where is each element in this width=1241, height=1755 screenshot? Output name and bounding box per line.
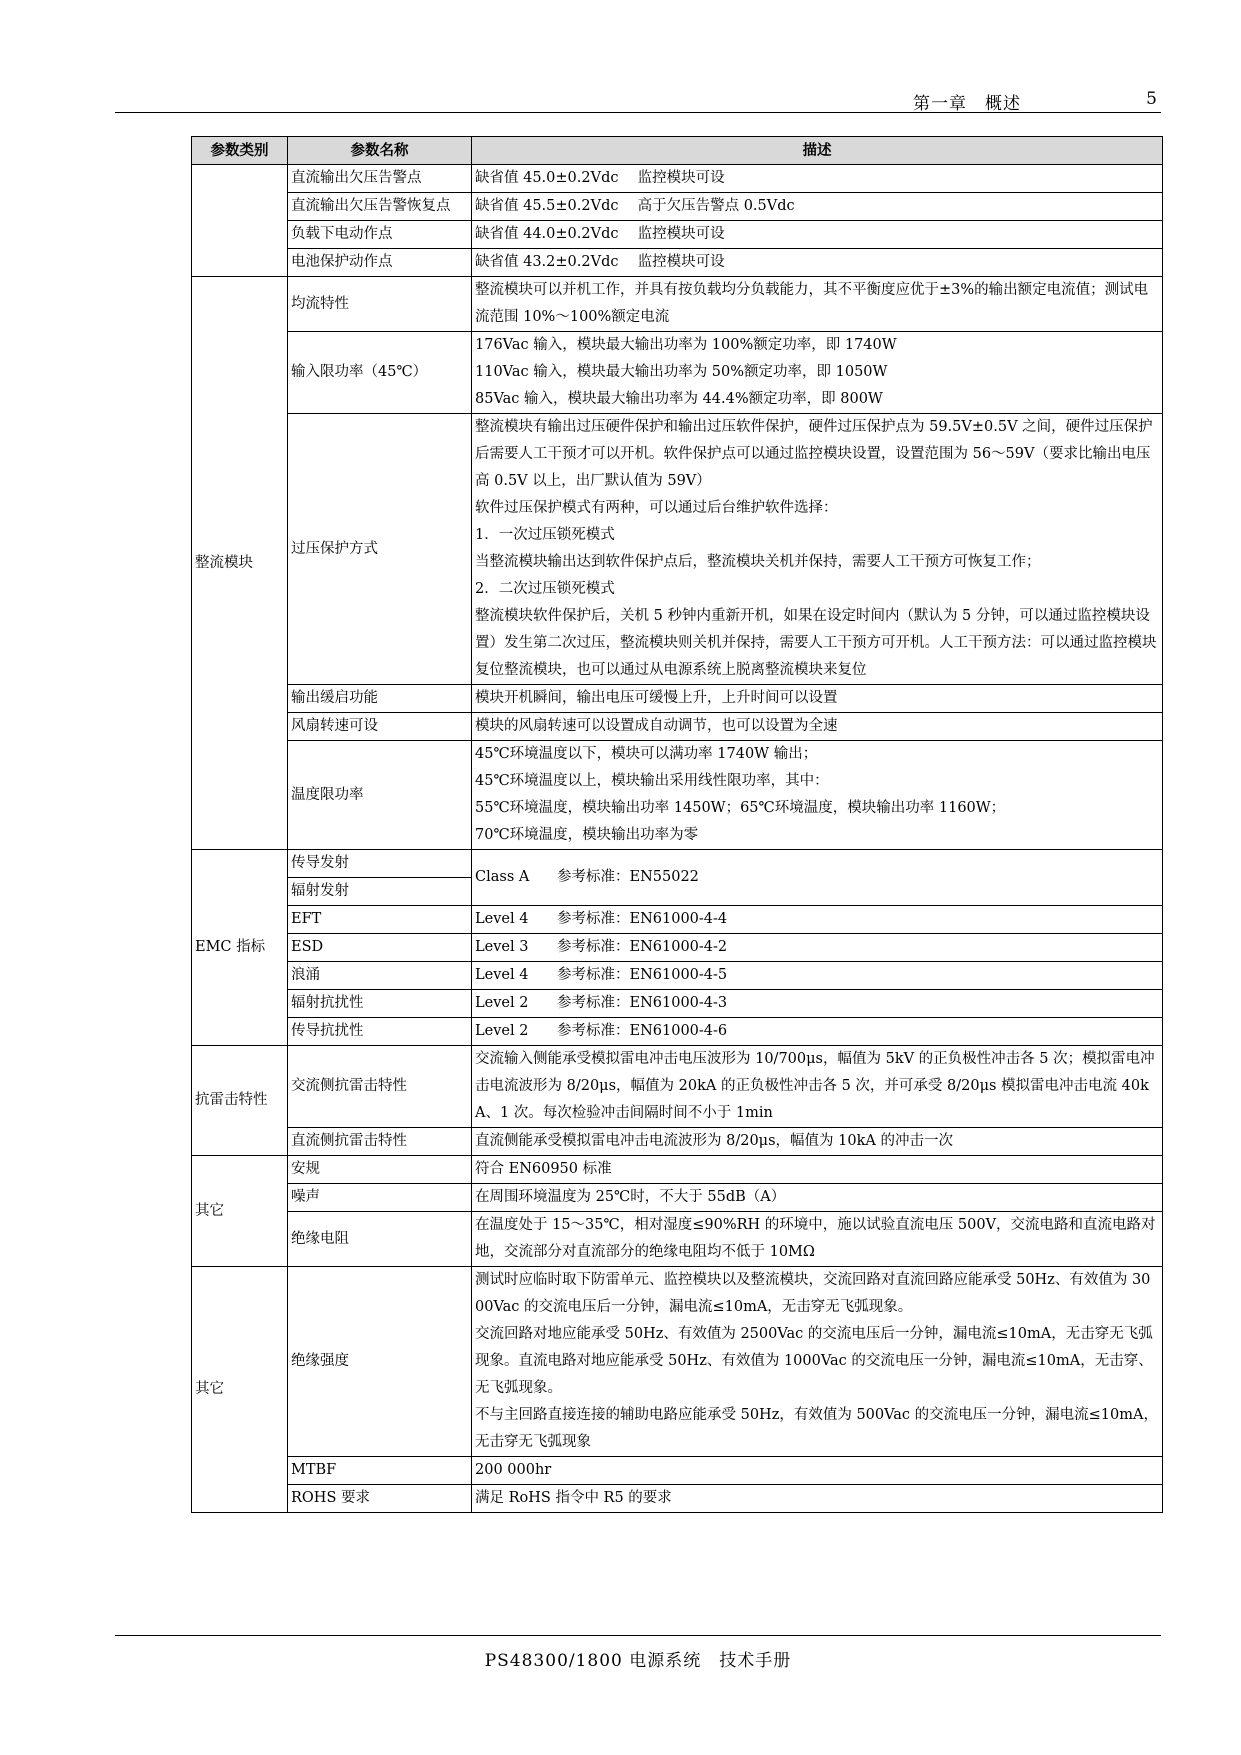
description-line: 在温度处于 15～35℃，相对湿度≤90%RH 的环境中，施以试验直流电压 500V，交流电路和直流电路对地，交流部分对直流部分的绝缘电阻均不低于 10MΩ <box>475 1217 1156 1260</box>
row-category: EMC 指标 <box>192 850 288 1046</box>
row-name: 传导发射 <box>288 850 472 878</box>
table-row <box>192 713 1163 741</box>
row-description <box>472 990 1163 1018</box>
row-name: 输出缓启功能 <box>288 685 472 713</box>
row-description <box>472 221 1163 249</box>
emc-standard: 参考标准：EN61000-4-2 <box>557 939 728 955</box>
row-name: 负载下电动作点 <box>288 221 472 249</box>
table-row <box>192 962 1163 990</box>
description-line: 176Vac 输入，模块最大输出功率为 100%额定功率，即 1740W <box>475 337 897 353</box>
table-row <box>192 1212 1163 1267</box>
description-line: 45℃环境温度以上，模块输出采用线性限功率，其中： <box>475 773 829 789</box>
emc-level: Level 4 <box>475 911 529 927</box>
emc-standard: 参考标准：EN61000-4-4 <box>557 911 728 927</box>
row-name: 绝缘电阻 <box>288 1212 472 1267</box>
table-row <box>192 1267 1163 1457</box>
row-name: EFT <box>288 906 472 934</box>
column-header-category: 参数类别 <box>192 137 288 165</box>
row-description <box>472 414 1163 685</box>
row-description <box>472 934 1163 962</box>
table-row <box>192 990 1163 1018</box>
row-name: 电池保护动作点 <box>288 249 472 277</box>
row-name: 传导抗扰性 <box>288 1018 472 1046</box>
row-name: 交流侧抗雷击特性 <box>288 1046 472 1128</box>
row-description <box>472 165 1163 193</box>
row-description <box>472 1018 1163 1046</box>
row-description <box>472 1184 1163 1212</box>
row-name: ROHS 要求 <box>288 1485 472 1513</box>
emc-standard: 参考标准：EN61000-4-6 <box>557 1023 728 1039</box>
description-line: 模块开机瞬间，输出电压可缓慢上升，上升时间可以设置 <box>475 690 838 706</box>
row-category: 抗雷击特性 <box>192 1046 288 1156</box>
row-description <box>472 906 1163 934</box>
table-row <box>192 1128 1163 1156</box>
description-line: 整流模块可以并机工作，并具有按负载均分负载能力，其不平衡度应优于±3%的输出额定电流值；测试电流范围 10%～100%额定电流 <box>475 282 1149 325</box>
emc-level: Class A <box>475 869 530 885</box>
description-line: 缺省值 44.0±0.2Vdc 监控模块可设 <box>475 226 725 242</box>
row-name: 辐射抗扰性 <box>288 990 472 1018</box>
row-name: 风扇转速可设 <box>288 713 472 741</box>
row-name: MTBF <box>288 1457 472 1485</box>
row-name: 辐射发射 <box>288 878 472 906</box>
chapter-title: 第一章 概述 <box>913 94 1021 114</box>
row-description <box>472 249 1163 277</box>
row-name: 直流侧抗雷击特性 <box>288 1128 472 1156</box>
page-footer <box>115 1635 1161 1671</box>
row-description <box>472 1046 1163 1128</box>
row-description <box>472 685 1163 713</box>
description-line: 110Vac 输入，模块最大输出功率为 50%额定功率，即 1050W <box>475 364 888 380</box>
table-row <box>192 277 1163 332</box>
description-line: 45℃环境温度以下，模块可以满功率 1740W 输出； <box>475 746 818 762</box>
row-name: 绝缘强度 <box>288 1267 472 1457</box>
row-description <box>472 713 1163 741</box>
row-name: 均流特性 <box>288 277 472 332</box>
description-line: 2．二次过压锁死模式 <box>475 581 615 597</box>
row-description <box>472 332 1163 414</box>
table-row <box>192 332 1163 414</box>
table-row <box>192 1457 1163 1485</box>
footer-title: PS48300/1800 电源系统 技术手册 <box>484 1651 792 1671</box>
description-line: 当整流模块输出达到软件保护点后，整流模块关机并保持，需要人工干预方可恢复工作； <box>475 554 1041 570</box>
table-row <box>192 850 1163 878</box>
row-description <box>472 1267 1163 1457</box>
row-description <box>472 741 1163 850</box>
description-line: 200 000hr <box>475 1462 552 1478</box>
row-description <box>472 1485 1163 1513</box>
description-line: 交流回路对地应能承受 50Hz、有效值为 2500Vac 的交流电压后一分钟，漏电流≤10mA，无击穿无飞弧现象。直流电路对地应能承受 50Hz、有效值为 1000Vac 的交流电压一分钟，漏电流≤10mA，无击穿、无飞弧现象。 <box>475 1326 1153 1396</box>
page-number: 5 <box>1146 89 1157 109</box>
description-line: 70℃环境温度，模块输出功率为零 <box>475 827 699 843</box>
row-description <box>472 1156 1163 1184</box>
description-line: 缺省值 45.5±0.2Vdc 高于欠压告警点 0.5Vdc <box>475 198 795 214</box>
description-line: 85Vac 输入，模块最大输出功率为 44.4%额定功率，即 800W <box>475 391 883 407</box>
table-row <box>192 1018 1163 1046</box>
description-line: 测试时应临时取下防雷单元、监控模块以及整流模块，交流回路对直流回路应能承受 50Hz、有效值为 3000Vac 的交流电压后一分钟，漏电流≤10mA，无击穿无飞弧现象。 <box>475 1272 1151 1315</box>
row-category: 整流模块 <box>192 277 288 850</box>
row-description <box>472 962 1163 990</box>
table-header-row <box>192 137 1163 165</box>
description-line: 模块的风扇转速可以设置成自动调节，也可以设置为全速 <box>475 718 838 734</box>
description-line: 满足 RoHS 指令中 R5 的要求 <box>475 1490 672 1506</box>
page-header <box>115 86 1161 113</box>
table-row <box>192 1156 1163 1184</box>
description-line: 整流模块有输出过压硬件保护和输出过压软件保护，硬件过压保护点为 59.5V±0.5V 之间，硬件过压保护后需要人工干预才可以开机。软件保护点可以通过监控模块设置，设置范围为 56～59V（要求比输出电压高 0.5V 以上，出厂默认值为 59V） <box>475 419 1153 489</box>
description-line: 不与主回路直接连接的辅助电路应能承受 50Hz，有效值为 500Vac 的交流电压一分钟，漏电流≤10mA，无击穿无飞弧现象 <box>475 1407 1158 1450</box>
spec-table-body <box>192 165 1163 1513</box>
table-row <box>192 906 1163 934</box>
row-name: 输入限功率（45℃） <box>288 332 472 414</box>
description-line: 交流输入侧能承受模拟雷电冲击电压波形为 10/700μs，幅值为 5kV 的正负极性冲击各 5 次；模拟雷电冲击电流波形为 8/20μs，幅值为 20kA 的正负极性冲击各 5 次，并可承受 8/20μs 模拟雷电冲击电流 40kA、1 次。每次检验冲击间隔时间不小于 1min <box>475 1051 1155 1121</box>
table-row <box>192 414 1163 685</box>
description-line: 缺省值 45.0±0.2Vdc 监控模块可设 <box>475 170 725 186</box>
table-row <box>192 1046 1163 1128</box>
table-row <box>192 1184 1163 1212</box>
row-description <box>472 850 1163 906</box>
row-category: 其它 <box>192 1267 288 1513</box>
row-name: 浪涌 <box>288 962 472 990</box>
row-description <box>472 1212 1163 1267</box>
emc-standard: 参考标准：EN61000-4-5 <box>557 967 728 983</box>
description-line: 1．一次过压锁死模式 <box>475 527 615 543</box>
row-name: 过压保护方式 <box>288 414 472 685</box>
spec-table <box>191 136 1163 1513</box>
row-name: 温度限功率 <box>288 741 472 850</box>
table-row <box>192 934 1163 962</box>
description-line: 直流侧能承受模拟雷电冲击电流波形为 8/20μs，幅值为 10kA 的冲击一次 <box>475 1133 953 1149</box>
description-line: 整流模块软件保护后，关机 5 秒钟内重新开机，如果在设定时间内（默认为 5 分钟，可以通过监控模块设置）发生第二次过压，整流模块则关机并保持，需要人工干预方可开机。人工干预方法：可以通过监控模块复位整流模块，也可以通过从电源系统上脱离整流模块来复位 <box>475 608 1157 678</box>
row-name: 直流输出欠压告警恢复点 <box>288 193 472 221</box>
table-row <box>192 249 1163 277</box>
row-name: ESD <box>288 934 472 962</box>
description-line: 在周围环境温度为 25℃时，不大于 55dB（A） <box>475 1189 786 1205</box>
column-header-description: 描述 <box>472 137 1163 165</box>
table-row <box>192 221 1163 249</box>
row-description <box>472 193 1163 221</box>
table-row <box>192 741 1163 850</box>
emc-standard: 参考标准：EN61000-4-3 <box>557 995 728 1011</box>
emc-standard: 参考标准：EN55022 <box>557 869 699 885</box>
table-row <box>192 1485 1163 1513</box>
row-category <box>192 165 288 277</box>
table-row <box>192 193 1163 221</box>
emc-level: Level 2 <box>475 1023 529 1039</box>
row-name: 直流输出欠压告警点 <box>288 165 472 193</box>
emc-level: Level 2 <box>475 995 529 1011</box>
description-line: 符合 EN60950 标准 <box>475 1161 612 1177</box>
row-description <box>472 1457 1163 1485</box>
emc-level: Level 4 <box>475 967 529 983</box>
table-row <box>192 165 1163 193</box>
table-row <box>192 685 1163 713</box>
emc-level: Level 3 <box>475 939 529 955</box>
row-name: 安规 <box>288 1156 472 1184</box>
description-line: 软件过压保护模式有两种，可以通过后台维护软件选择： <box>475 500 838 516</box>
description-line: 缺省值 43.2±0.2Vdc 监控模块可设 <box>475 254 725 270</box>
row-description <box>472 1128 1163 1156</box>
row-category: 其它 <box>192 1156 288 1267</box>
column-header-name: 参数名称 <box>288 137 472 165</box>
row-description <box>472 277 1163 332</box>
row-name: 噪声 <box>288 1184 472 1212</box>
description-line: 55℃环境温度，模块输出功率 1450W；65℃环境温度，模块输出功率 1160W； <box>475 800 1006 816</box>
